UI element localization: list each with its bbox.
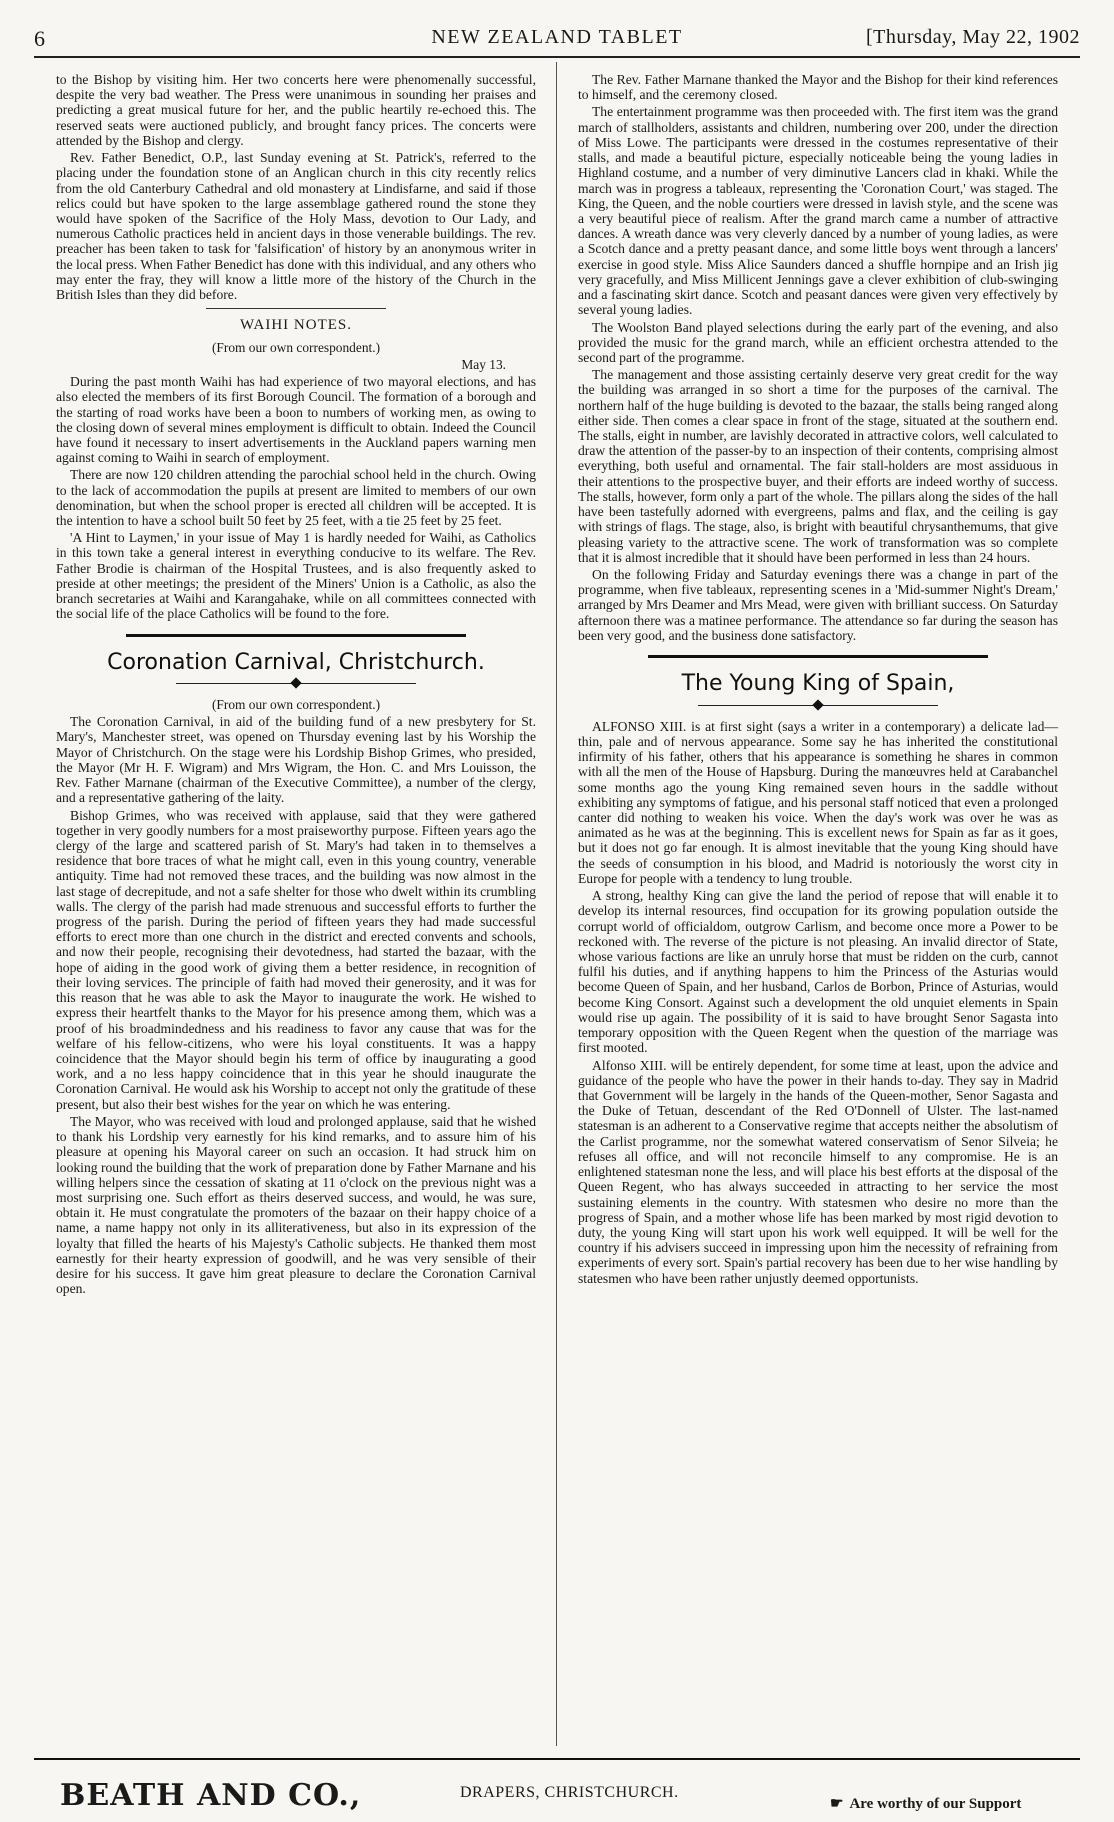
column-divider bbox=[556, 62, 557, 1746]
section-heavy-rule bbox=[126, 634, 466, 637]
article-paragraph: The Rev. Father Marnane thanked the Mayor and the Bishop for their kind references to himself, and the ceremony closed. bbox=[578, 72, 1058, 103]
article-paragraph: The management and those assisting certainly deserve very great credit for the way the building was arranged in so short a time for the purposes of the carnival. The northern half of the huge building is devoted to the bazaar, the stalls being ranged along either side. Then comes a clear space in front of the stage, situated at the southern end. The stalls, eight in number, are lavishly decorated in attractive colors, well calculated to draw the attention of the passer-by to an inspection of their contents, comprising almost everything, both useful and ornamental. The fair stall-holders are most assiduous in their attentions to the prospective buyer, and their efforts are indeed worthy of success. The stalls, however, form only a part of the whole. The pillars along the sides of the hall have been tastefully adorned with evergreens, palms and flax, and the ceiling is gay with strings of flags. The stage, also, is bright with beautiful chrysanthemums, that give pleasing variety to the attractive scene. The work of transformation was so complete that it is almost incredible that it should have been performed in less than 24 hours. bbox=[578, 367, 1058, 565]
advertiser-name: BEATH AND CO., bbox=[60, 1778, 362, 1813]
article-paragraph: Rev. Father Benedict, O.P., last Sunday evening at St. Patrick's, referred to the placing under the foundation stone of an Anglican church in this city recently relics from the old Canterbury Cathedral and old monastery at Lindisfarne, and said if those relics could but have spoken to the large assemblage gathered round the stone they would have spoken of the Sacrifice of the Holy Mass, devotion to Our Lady, and numerous Catholic practices held in ancient days in those venerable buildings. The rev. preacher has been taken to task for 'falsification' of history by an anonymous writer in the local press. When Father Benedict has done with this individual, and any others who may enter the fray, they will know a little more of the history of the Church in the British Isles than they did before. bbox=[56, 150, 536, 303]
page-number: 6 bbox=[34, 26, 46, 51]
article-paragraph: There are now 120 children attending the parochial school held in the church. Owing to the lack of accommodation the pupils at present are limited to members of our own denomination, but when the school proper is erected all children will be accepted. It is the intention to have a school built 50 feet by 25 feet, with a tie 25 feet by 25 feet. bbox=[56, 467, 536, 529]
section-title-carnival: Coronation Carnival, Christchurch. bbox=[107, 649, 485, 675]
article-paragraph: Alfonso XIII. will be entirely dependent, for some time at least, upon the advice and guidance of the people who have the power in their hands to-day. They say in Madrid that Government will be largely in the hands of the Queen-mother, Senor Sagasta and the Duke of Tetuan, descendant of the Red O'Donnell of Ulster. The last-named statesman is an adherent to a Conservative regime that accepts neither the absolutism of the Carlist programme, nor the somewhat watered conservatism of Senor Silveia; he refuses all office, and will not reconcile himself to any compromise. He is an enlightened statesman none the less, and will place his best efforts at the disposal of the Queen Regent, who has always succeeded in attracting to her service the most sustaining elements in the country. With statesmen who desire no more than the progress of Spain, and a mother whose life has been marked by most rigid devotion to duty, the young King will start upon his work well equipped. It will be well for the country if his advisers succeed in impressing upon him the necessity of refraining from experiments of every sort. Spain's partial recovery has been due to her wise handling by statesmen who have been rather unjustly deemed opportunists. bbox=[578, 1057, 1058, 1286]
article-paragraph: Bishop Grimes, who was received with applause, said that they were gathered together in very goodly numbers for a most praiseworthy purpose. Fifteen years ago the clergy of the large and scattered parish of St. Mary's had taken in to themselves a residence that bore traces of what he might call, even in this young country, venerable antiquity. Time had not removed these traces, and the building was now almost in the last stage of decrepitude, and not a safe shelter for those who dwelt within its crumbling walls. The clergy of the parish had made strenuous and successful efforts to further the progress of the parish. During the period of fifteen years they had made successful efforts to erect more than one church in the district and erected convents and schools, and now their people, recognising their devotedness, had started the bazaar, with the hope of aiding in the good work of giving them a better residence, in recognition of their loving services. The principle of faith had moved their generosity, and it was for this reason that he was able to ask the Mayor to inaugurate the work. He wished to express their heartfelt thanks to the Mayor for his presence among them, which was a proof of his broadmindedness and his readiness to favor any cause that was for the welfare of his fellow-citizens, who were his loyal constituents. It was a happy coincidence that the Mayor should begin his term of office by inaugurating a good work, and a no less happy coincidence that in this year he should inaugurate the Coronation Carnival. He would ask his Worship to accept not only the gratitude of these present, but also their best wishes for the year on which he was entering. bbox=[56, 807, 536, 1112]
article-paragraph: The Woolston Band played selections during the early part of the evening, and also provided the music for the grand march, while an efficient orchestra attended to the second part of the programme. bbox=[578, 319, 1058, 365]
article-paragraph: The Coronation Carnival, in aid of the building fund of a new presbytery for St. Mary's, Manchester street, was opened on Thursday evening last by his Worship the Mayor of Christchurch. On the stage were his Lordship Bishop Grimes, who presided, the Mayor (Mr H. F. Wigram) and Mrs Wigram, the Hon. C. and Mrs Louisson, the Rev. Father Marnane (chairman of the Executive Committee), a number of the clergy, and a representative gathering of the laity. bbox=[56, 714, 536, 806]
article-paragraph: The Mayor, who was received with loud and prolonged applause, said that he wished to thank his Lordship very earnestly for his kind remarks, and to assure him of his pleasure at opening his Mayoral career on such an occasion. It had struck him on looking round the building that the work of preparation done by Father Marnane and his willing helpers since the cessation of skating at 11 o'clock on the previous night was a most surprising one. Such effort as theirs deserved success, and would, he was sure, obtain it. He must congratulate the promoters of the bazaar on their happy choice of a name, a name happy not only in its alliterativeness, but also in its expression of the loyalty that filled the hearts of his Majesty's Catholic subjects. He thanked them most earnestly for their hearty expression of goodwill, and he was very sensible of their desire for his success. It gave him great pleasure to declare the Coronation Carnival open. bbox=[56, 1113, 536, 1297]
article-paragraph: A strong, healthy King can give the land the period of repose that will enable it to develop its internal resources, find occupation for its growing population outside the corrupt world of officialdom, outgrow Carlism, and become once more a Power to be reckoned with. The reverse of the picture is not pleasing. An invalid director of State, whose various factions are like an unruly horse that must be ridden on the curb, cannot fulfil his duties, and if anything happens to him the Princess of the Asturias would become Queen of Spain, and her husband, Carlos de Borbon, Prince of Asturias, would become King Consort. Against such a development the old unquiet elements in Spain would rise up again. The possibility of it is said to have brought Senor Sagasta into temporary opposition with the Queen Regent when the question of the marriage was first mooted. bbox=[578, 888, 1058, 1056]
support-text: Are worthy of our Support bbox=[849, 1796, 1022, 1812]
section-heavy-rule bbox=[648, 655, 988, 658]
publication-title: NEW ZEALAND TABLET bbox=[431, 26, 683, 48]
advertisement-footer bbox=[60, 1778, 1080, 1818]
section-title-spain: The Young King of Spain, bbox=[681, 671, 955, 697]
ornament-rule bbox=[698, 701, 938, 711]
section-title-waihi: WAIHI NOTES. bbox=[240, 317, 352, 334]
article-paragraph: 'A Hint to Laymen,' in your issue of May 1 is hardly needed for Waihi, as Catholics in this town take a general interest in everything conducive to its welfare. The Rev. Father Brodie is chairman of the Hospital Trustees, and is also frequently asked to preside at other meetings; the president of the Miners' Union is a Catholic, as also the branch secretaries at Waihi and Karangahake, while on all committees connected with the social life of the place Catholics will be found to the fore. bbox=[56, 530, 536, 622]
section-byline: (From our own correspondent.) bbox=[211, 340, 381, 356]
section-dateline: May 13. bbox=[461, 357, 506, 373]
advertiser-trade: DRAPERS, CHRISTCHURCH. bbox=[460, 1784, 679, 1801]
footer-rule bbox=[34, 1758, 1080, 1760]
pointing-hand-icon: ☛ bbox=[830, 1796, 844, 1812]
issue-date: [Thursday, May 22, 1902 bbox=[865, 26, 1080, 48]
diamond-ornament-icon bbox=[290, 678, 301, 689]
ornament-rule bbox=[176, 679, 416, 689]
article-paragraph: The entertainment programme was then proceeded with. The first item was the grand march of stallholders, assistants and children, numbering over 200, under the direction of Miss Lowe. The participants were dressed in the costumes representative of their stalls, and made a beautiful picture, especially noticeable being the young ladies in Highland costume, and a number of very diminutive Lancers clad in khaki. While the march was in progress a tableaux, representing the 'Coronation Court,' was staged. The King, the Queen, and the noble courtiers were dressed in lavish style, and the scene was a very beautiful piece of realism. After the grand march came a number of attractive dances. A wreath dance was very cleverly danced by a number of young ladies, as were a Scotch dance and a pretty peasant dance, and some little boys went through a lancers' exercise in good style. Miss Alice Saunders danced a shuffle hornpipe and an Irish jig very gracefully, and Miss Millicent Jennings gave a clever exhibition of club-swinging and a fascinating skirt dance. Scotch and peasant dances were given very effectively by several young ladies. bbox=[578, 104, 1058, 318]
right-column bbox=[578, 72, 1058, 1288]
support-note bbox=[830, 1794, 1021, 1813]
left-column bbox=[56, 72, 536, 1299]
article-paragraph: On the following Friday and Saturday evenings there was a change in part of the programme, when five tableaux, representing scenes in a 'Mid-summer Night's Dream,' arranged by Mrs Deamer and Mrs Mead, were given with brilliant success. On Saturday afternoon there was a matinee performance. The attendance so far during the season has been very good, and the business done satisfactory. bbox=[578, 567, 1058, 643]
article-paragraph: During the past month Waihi has had experience of two mayoral elections, and has also elected the members of its first Borough Council. The formation of a borough and the starting of road works have been a boon to numbers of working men, as owing to the closing down of several mines employment is difficult to obtain. Indeed the Council have found it necessary to insert advertisements in the Auckland papers warning men against coming to Waihi in search of employment. bbox=[56, 374, 536, 466]
article-paragraph: to the Bishop by visiting him. Her two concerts here were phenomenally successful, despite the very bad weather. The Press were unanimous in sounding her praises and predicting a great musical future for her, and the public heartily re-echoed this. The reserved seats were auctioned publicly, and brought fancy prices. The concerts were attended by the Bishop and clergy. bbox=[56, 72, 536, 148]
article-paragraph: ALFONSO XIII. is at first sight (says a writer in a contemporary) a delicate lad—thin, pale and of nervous appearance. Some say he has inherited the constitutional infirmity of his father, others that his appearance is something he shares in common with all the men of the House of Hapsburg. During the manœuvres held at Carabanchel some months ago the young King remained seven hours in the saddle without exhibiting any symptoms of fatigue, and his personal staff noticed that even a prolonged canter did nothing to weaken his voice. When the day's work was over he was as animated as he was at the beginning. This is excellent news for Spain as far as it goes, but it does not go far enough. It is almost inevitable that the young King should have the seeds of consumption in his blood, and Madrid is notoriously the worst city in Europe for people with a tendency to lung trouble. bbox=[578, 718, 1058, 886]
section-rule bbox=[206, 308, 386, 309]
section-byline: (From our own correspondent.) bbox=[211, 697, 381, 713]
masthead bbox=[34, 22, 1080, 58]
diamond-ornament-icon bbox=[812, 699, 823, 710]
